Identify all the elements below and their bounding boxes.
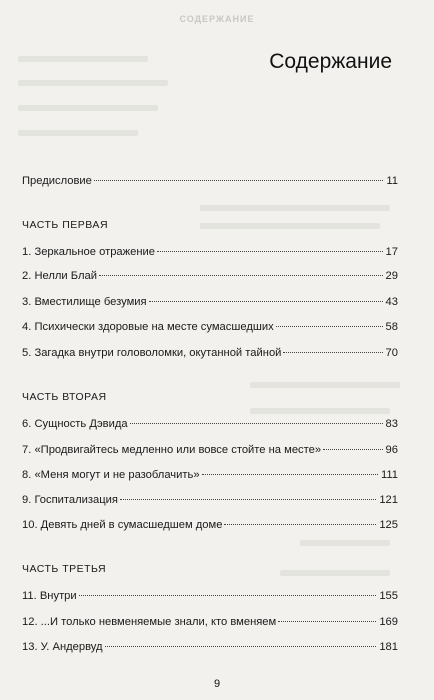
toc-entry-chapter-9[interactable]	[22, 493, 398, 507]
toc-entry-label: 6. Сущность Дэвида	[22, 418, 128, 430]
toc-entry-chapter-12[interactable]	[22, 615, 398, 629]
bleed-through-line	[250, 382, 400, 388]
toc-entry-chapter-5[interactable]	[22, 346, 398, 360]
toc-entry-preface[interactable]	[22, 174, 398, 188]
toc-entry-chapter-8[interactable]	[22, 468, 398, 482]
toc-entry-page: 43	[385, 296, 398, 308]
toc-entry-page: 11	[386, 175, 398, 187]
toc-entry-page: 70	[385, 347, 398, 359]
dot-leader	[94, 180, 383, 181]
toc-entry-chapter-3[interactable]	[22, 295, 398, 309]
part-heading-2: ЧАСТЬ ВТОРАЯ	[22, 391, 107, 403]
bleed-through-line	[18, 56, 148, 62]
dot-leader	[79, 595, 377, 596]
page-title: Содержание	[269, 50, 392, 73]
running-head: СОДЕРЖАНИЕ	[179, 14, 255, 24]
toc-entry-page: 96	[385, 444, 398, 456]
bleed-through-line	[18, 105, 158, 111]
bleed-through-line	[200, 223, 380, 229]
toc-entry-chapter-1[interactable]	[22, 245, 398, 259]
toc-entry-chapter-2[interactable]	[22, 269, 398, 283]
dot-leader	[202, 474, 378, 475]
toc-entry-label: Предисловие	[22, 175, 92, 187]
dot-leader	[323, 449, 382, 450]
page-number: 9	[213, 678, 221, 690]
dot-leader	[278, 621, 376, 622]
toc-entry-label: 10. Девять дней в сумасшедшем доме	[22, 519, 223, 531]
toc-entry-chapter-6[interactable]	[22, 417, 398, 431]
toc-entry-label: 13. У. Андервуд	[22, 641, 103, 653]
dot-leader	[105, 646, 377, 647]
bleed-through-line	[280, 570, 390, 576]
dot-leader	[130, 423, 383, 424]
toc-entry-page: 58	[385, 321, 398, 333]
dot-leader	[120, 499, 376, 500]
toc-entry-label: 5. Загадка внутри головоломки, окутанной тайной	[22, 347, 282, 359]
bleed-through-line	[18, 80, 168, 86]
bleed-through-line	[250, 408, 390, 414]
toc-entry-page: 111	[380, 469, 398, 481]
toc-entry-page: 169	[379, 616, 398, 628]
toc-entry-label: 7. «Продвигайтесь медленно или вовсе стойте на месте»	[22, 444, 322, 456]
part-heading-1: ЧАСТЬ ПЕРВАЯ	[22, 219, 109, 231]
toc-entry-page: 125	[379, 519, 398, 531]
toc-entry-label: 3. Вместилище безумия	[22, 296, 147, 308]
dot-leader	[99, 275, 383, 276]
dot-leader	[224, 524, 376, 525]
toc-entry-label: 11. Внутри	[22, 590, 77, 602]
toc-entry-page: 121	[379, 494, 398, 506]
toc-entry-label: 12. ...И только невменяемые знали, кто вменяем	[22, 616, 277, 628]
toc-entry-label: 8. «Меня могут и не разоблачить»	[22, 469, 200, 481]
dot-leader	[276, 326, 383, 327]
toc-entry-page: 83	[385, 418, 398, 430]
toc-entry-page: 17	[385, 246, 398, 258]
toc-entry-label: 2. Нелли Блай	[22, 270, 97, 282]
toc-entry-chapter-4[interactable]	[22, 320, 398, 334]
part-heading-3: ЧАСТЬ ТРЕТЬЯ	[22, 563, 107, 575]
toc-entry-page: 181	[379, 641, 398, 653]
toc-entry-label: 1. Зеркальное отражение	[22, 246, 155, 258]
toc-entry-chapter-11[interactable]	[22, 589, 398, 603]
dot-leader	[157, 251, 383, 252]
bleed-through-line	[18, 130, 138, 136]
toc-entry-chapter-7[interactable]	[22, 443, 398, 457]
dot-leader	[149, 301, 383, 302]
toc-entry-label: 9. Госпитализация	[22, 494, 118, 506]
toc-entry-chapter-13[interactable]	[22, 640, 398, 654]
dot-leader	[283, 352, 382, 353]
toc-entry-page: 155	[379, 590, 398, 602]
toc-entry-label: 4. Психически здоровые на месте сумасшедших	[22, 321, 274, 333]
toc-entry-page: 29	[385, 270, 398, 282]
toc-entry-chapter-10[interactable]	[22, 518, 398, 532]
bleed-through-line	[200, 205, 390, 211]
bleed-through-line	[300, 540, 390, 546]
